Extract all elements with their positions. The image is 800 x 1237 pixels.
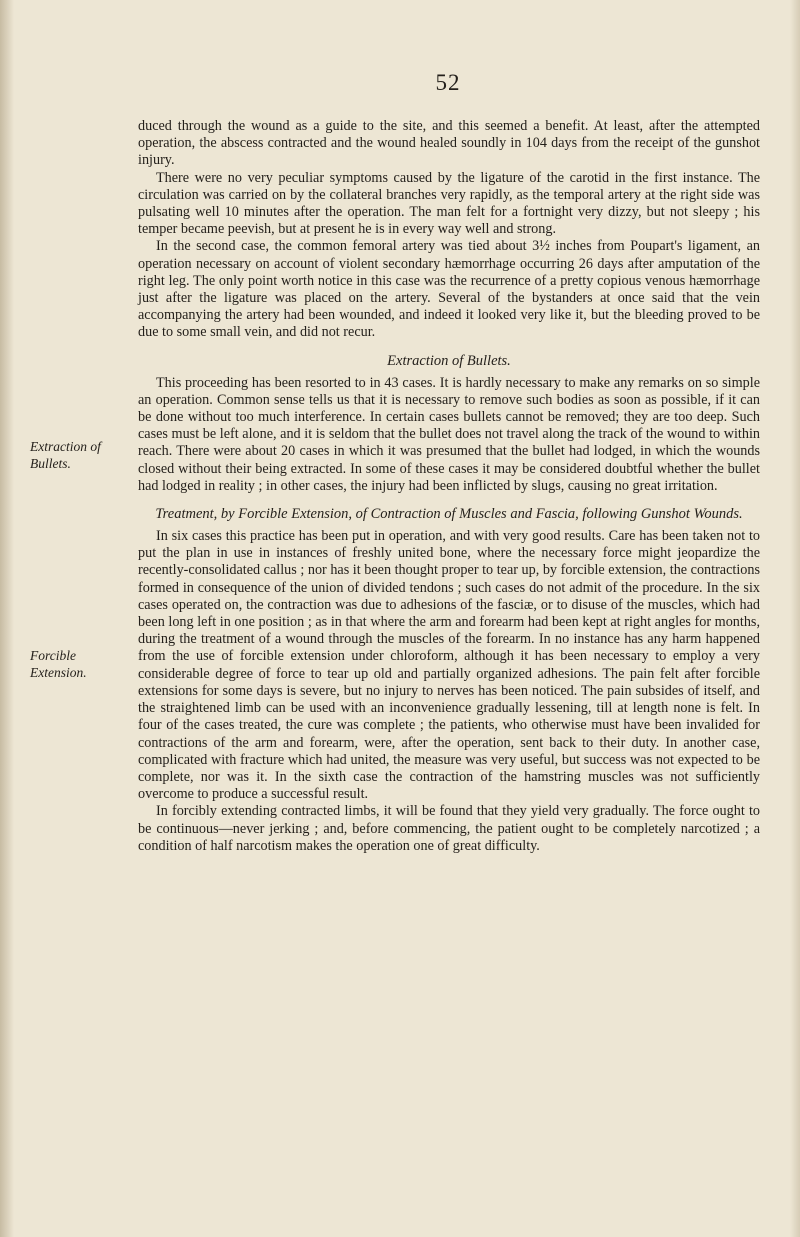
section-heading-forcible: Treatment, by Forcible Extension, of Contraction of Muscles and Fascia, following Gunshot Wounds. bbox=[155, 506, 743, 523]
paragraph: This proceeding has been resorted to in 43 cases. It is hardly necessary to make any remarks on so simple an operation. Common sense tells us that it is necessary to remove such bodies as soon as possible, if it can be done without too much interference. In certain cases bullets cannot be removed; they are too deep. Such cases must be left alone, and it is seldom that the bullet does not travel along the track of the wound to within reach. There were about 20 cases in which it was presumed that the bullet had lodged, in which the wounds closed without their being extracted. In some of these cases it may be considered doubtful whether the bullet had lodged in reality ; in other cases, the injury had been inflicted by slugs, causing no great irritation. bbox=[138, 374, 760, 494]
paragraph: In forcibly extending contracted limbs, it will be found that they yield very gradually. The force ought to be continuous—never jerking ; and, before commencing, the patient ought to be completely narcotized ; a condition of half narcotism makes the operation one of great difficulty. bbox=[138, 803, 760, 854]
page-edge-shadow bbox=[790, 0, 800, 1237]
text-column bbox=[138, 118, 760, 855]
paragraph: In six cases this practice has been put in operation, and with very good results. Care has been taken not to put the plan in use in instances of freshly united bone, where the necessary force might jeopardize the recently-consolidated callus ; nor has it been thought proper to tear up, by forcible extension, the contractions formed in consequence of the union of divided tendons ; such cases do not admit of the procedure. In the six cases operated on, the contraction was due to adhesions of the fasciæ, or to disuse of the muscles, which had been long left in one position ; as in that where the arm and forearm had been kept at right angles for months, during the treatment of a wound through the muscles of the forearm. In no instance has any harm happened from the use of forcible extension under chloroform, although it has been necessary to employ a very considerable degree of force to tear up old and partially organized adhesions. The pain felt after forcible extensions for some days is severe, but no injury to nerves has been noticed. The pain subsides of itself, and the straightened limb can be used with an inconvenience gradually lessening, till at length none is felt. In four of the cases treated, the cure was complete ; the patients, who otherwise must have been invalided for contractions of the arm and forearm, were, after the operation, sent back to their duty. In another case, complicated with fracture which had united, the measure was very useful, but success was not expected to be complete, nor was it. In the sixth case the contraction of the hamstring muscles was not sufficiently overcome to produce a successful result. bbox=[138, 528, 760, 803]
paragraph: There were no very peculiar symptoms caused by the ligature of the carotid in the first instance. The circulation was carried on by the collateral branches very rapidly, as the temporal artery at the right side was pulsating well 10 minutes after the operation. The man felt for a fortnight very dizzy, but not sleepy ; his temper became peevish, but at present he is in every way well and strong. bbox=[138, 169, 760, 238]
page-number: 52 bbox=[435, 70, 461, 95]
section-heading-extraction: Extraction of Bullets. bbox=[387, 352, 511, 369]
page-spine-shadow bbox=[0, 0, 14, 1237]
paragraph: In the second case, the common femoral artery was tied about 3½ inches from Poupart's ligament, an operation necessary on account of violent secondary hæmorrhage occurring 26 days after amputation of the right leg. The only point worth notice in this case was the recurrence of a pretty copious venous hæmorrhage just after the ligature was placed on the artery. Several of the bystanders at once said that the vein accompanying the artery had been wounded, and indeed it looked very like it, but the bleeding proved to be due to some small vein, and did not recur. bbox=[138, 238, 760, 341]
margin-note-forcible: Forcible Extension. bbox=[30, 648, 87, 680]
paragraph: duced through the wound as a guide to the site, and this seemed a benefit. At least, after the attempted operation, the abscess contracted and the wound healed soundly in 104 days from the receipt of the gunshot injury. bbox=[138, 118, 760, 169]
margin-note-extraction: Extraction of Bullets. bbox=[30, 439, 101, 471]
